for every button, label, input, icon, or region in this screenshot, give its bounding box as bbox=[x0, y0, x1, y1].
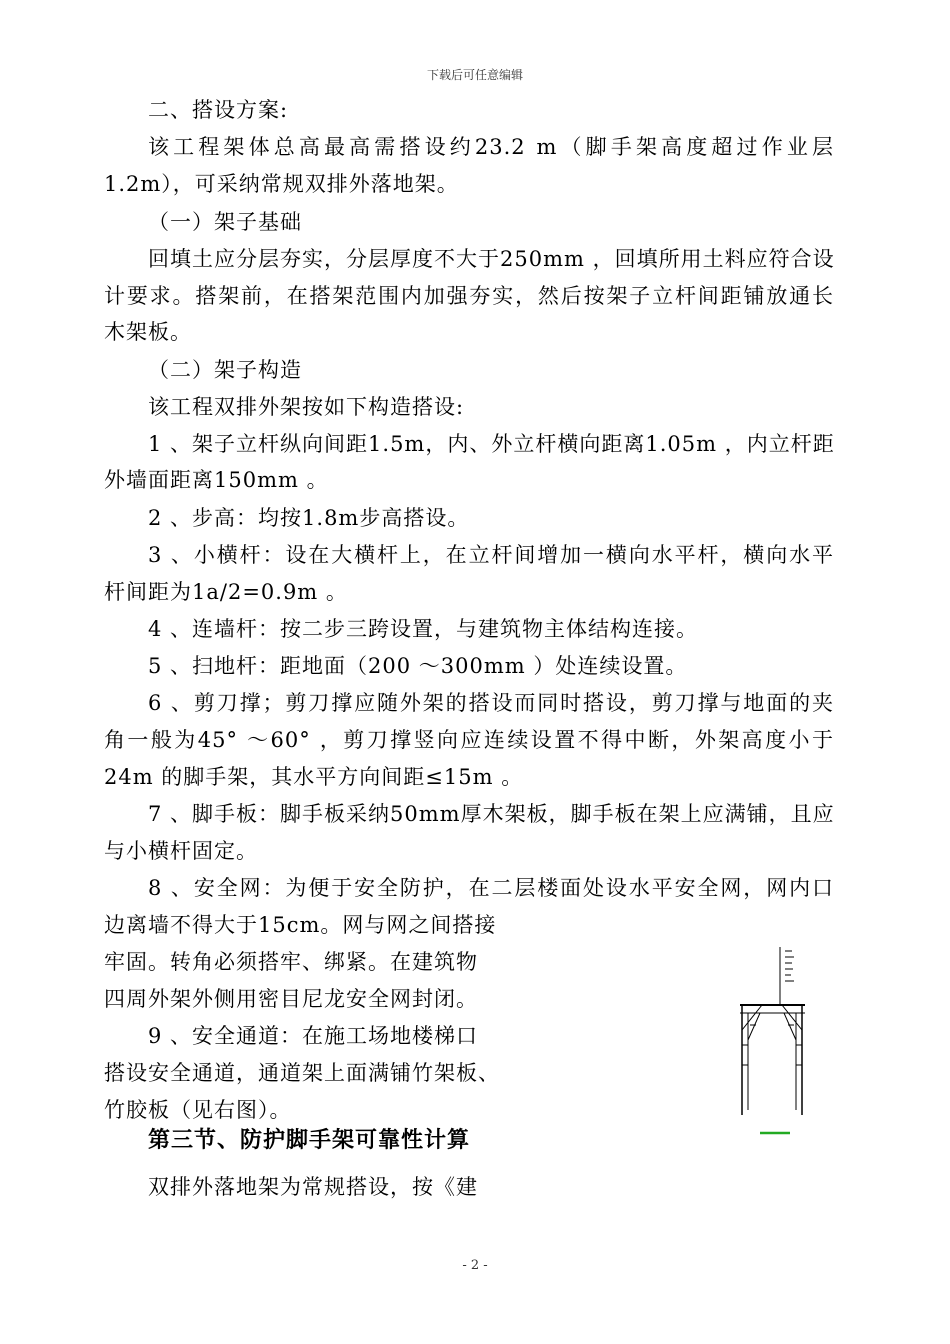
paragraph-line: 木架板。 bbox=[104, 320, 192, 344]
list-item: 3 、小横杆：设在大横杆上，在立杆间增加一横向水平杆，横向水平 bbox=[148, 543, 834, 567]
subsection-title: （一）架子基础 bbox=[148, 210, 302, 234]
list-item: 1 、架子立杆纵向间距1.5m，内、外立杆横向距离1.05m ，内立杆距 bbox=[148, 432, 835, 456]
list-item: 7 、脚手板：脚手板采纳50mm厚木架板，脚手板在架上应满铺，且应 bbox=[148, 802, 835, 826]
paragraph-line: 外墙面距离150mm 。 bbox=[104, 468, 329, 492]
list-item: 2 、步高：均按1.8m步高搭设。 bbox=[148, 506, 470, 530]
paragraph-line: 四周外架外侧用密目尼龙安全网封闭。 bbox=[104, 987, 478, 1011]
paragraph-line: 牢固。转角必须搭牢、绑紧。在建筑物 bbox=[104, 950, 478, 974]
list-item: 6 、剪刀撑；剪刀撑应随外架的搭设而同时搭设，剪刀撑与地面的夹 bbox=[148, 691, 834, 715]
paragraph-line: 角一般为45° ～60° ，剪刀撑竖向应连续设置不得中断，外架高度小于 bbox=[104, 728, 834, 752]
paragraph-line: 边离墙不得大于15cm。网与网之间搭接 bbox=[104, 913, 497, 937]
paragraph-line: 回填土应分层夯实，分层厚度不大于250mm ，回填所用土料应符合设 bbox=[148, 247, 835, 271]
paragraph-line: 搭设安全通道，通道架上面满铺竹架板、 bbox=[104, 1061, 500, 1085]
paragraph-line: 与小横杆固定。 bbox=[104, 839, 258, 863]
paragraph-line: 24m 的脚手架，其水平方向间距≤15m 。 bbox=[104, 765, 524, 789]
page-header: 下载后可任意编辑 bbox=[426, 68, 523, 82]
paragraph-line: 竹胶板（见右图）。 bbox=[104, 1098, 292, 1122]
paragraph-line: 双排外落地架为常规搭设，按《建 bbox=[148, 1175, 478, 1199]
paragraph-line: 计要求。搭架前，在搭架范围内加强夯实，然后按架子立杆间距铺放通长 bbox=[104, 284, 834, 308]
list-item: 8 、安全网：为便于安全防护，在二层楼面处设水平安全网，网内口 bbox=[148, 876, 834, 900]
paragraph-line: 该工程架体总高最高需搭设约23.2 m（脚手架高度超过作业层 bbox=[148, 135, 834, 159]
subsection-title: （二）架子构造 bbox=[148, 358, 302, 382]
safety-passage-diagram bbox=[730, 945, 815, 1140]
section-title: 二、搭设方案: bbox=[148, 98, 289, 122]
section-heading: 第三节、防护脚手架可靠性计算 bbox=[148, 1128, 471, 1153]
page-number: - 2 - bbox=[462, 1258, 488, 1273]
paragraph-line: 1.2m），可采纳常规双排外落地架。 bbox=[104, 172, 459, 196]
list-item: 9 、安全通道：在施工场地楼梯口 bbox=[148, 1024, 479, 1048]
list-item: 5 、扫地杆：距地面（200 ～300mm ）处连续设置。 bbox=[148, 654, 688, 678]
list-item: 4 、连墙杆：按二步三跨设置，与建筑物主体结构连接。 bbox=[148, 617, 699, 641]
paragraph-line: 该工程双排外架按如下构造搭设: bbox=[148, 395, 465, 419]
paragraph-line: 杆间距为1a/2=0.9m 。 bbox=[104, 580, 348, 604]
